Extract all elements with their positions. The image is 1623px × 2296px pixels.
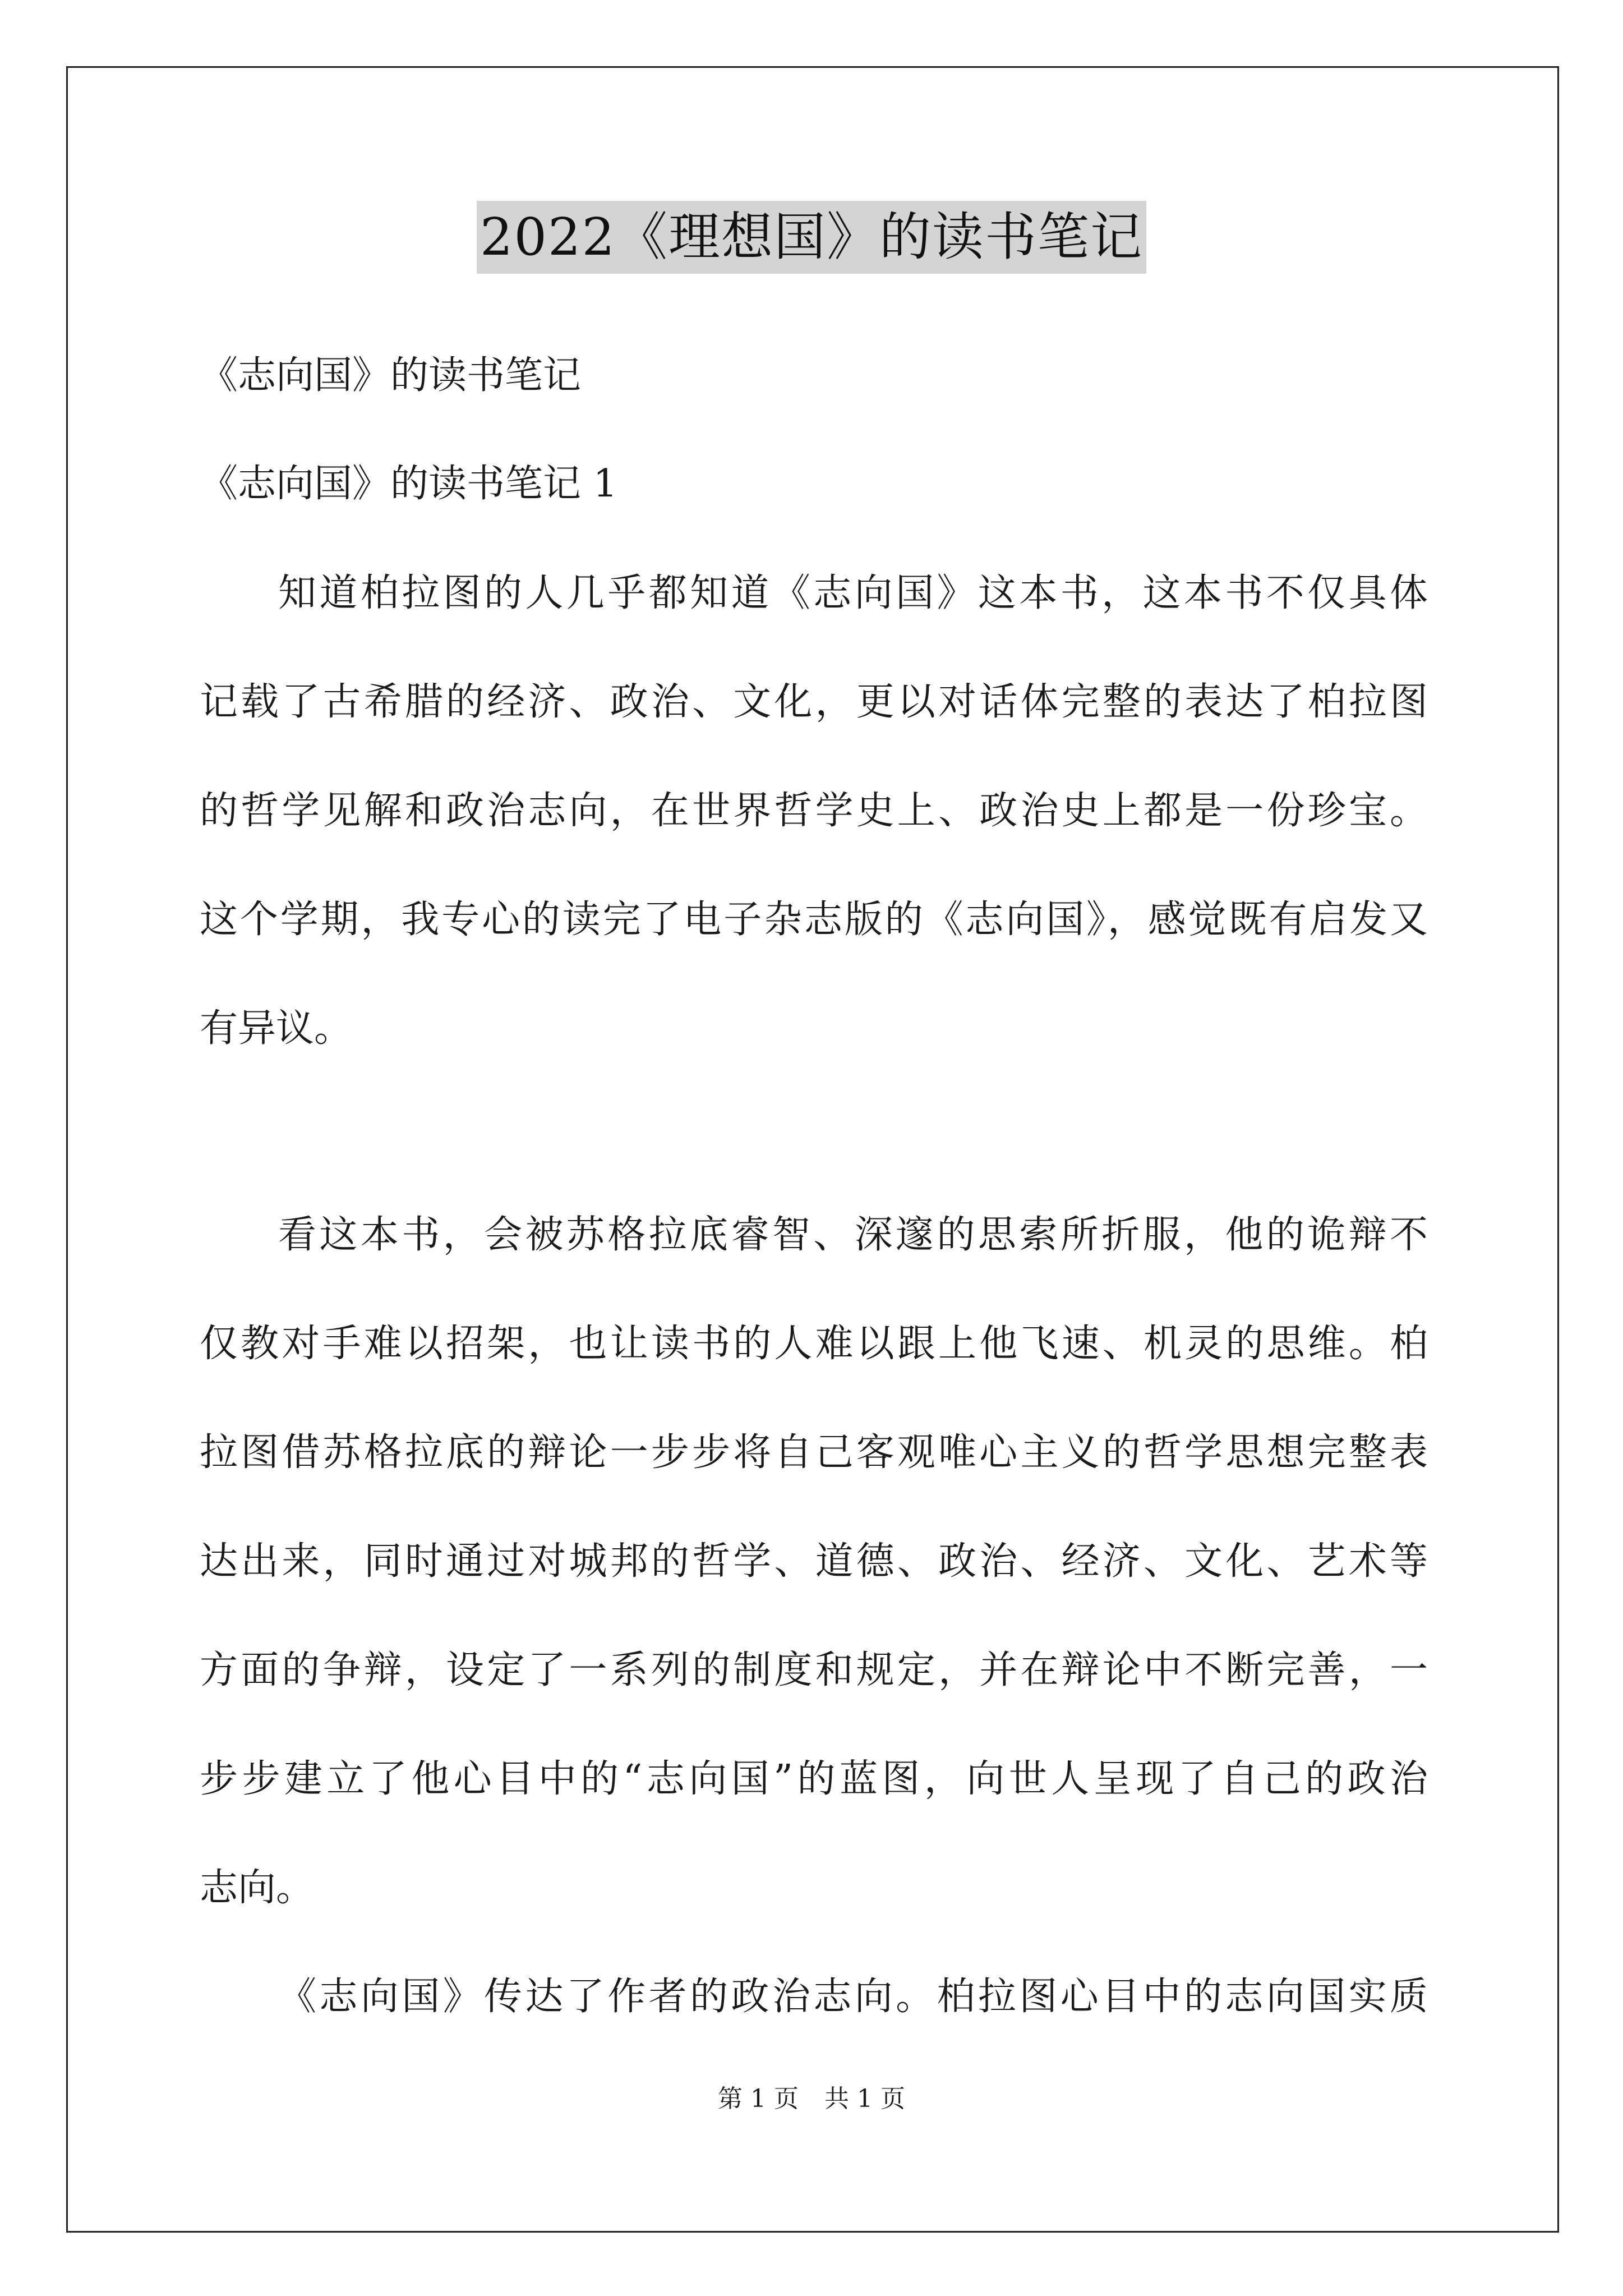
paragraph-2-line-2: 仅教对手难以招架，也让读书的人难以跟上他飞速、机灵的思维。柏 (200, 1322, 1428, 1366)
paragraph-2-line-7: 志向。 (200, 1866, 315, 1910)
paragraph-3-line-1: 《志向国》传达了作者的政治志向。柏拉图心目中的志向国实质 (278, 1975, 1428, 2019)
page-number-total: 共 1 页 (824, 2085, 905, 2113)
document-title: 2022《理想国》的读书笔记 (477, 201, 1146, 274)
paragraph-1-line-4: 这个学期，我专心的读完了电子杂志版的《志向国》，感觉既有启发又 (200, 898, 1428, 942)
title-container (0, 201, 1623, 274)
paragraph-2-line-3: 拉图借苏格拉底的辩论一步步将自己客观唯心主义的哲学思想完整表 (200, 1430, 1428, 1475)
paragraph-1-line-2: 记载了古希腊的经济、政治、文化，更以对话体完整的表达了柏拉图 (200, 680, 1428, 724)
heading-1: 《志向国》的读书笔记 (200, 353, 582, 398)
paragraph-1-line-3: 的哲学见解和政治志向，在世界哲学史上、政治史上都是一份珍宝。 (200, 789, 1428, 833)
paragraph-1-line-1: 知道柏拉图的人几乎都知道《志向国》这本书，这本书不仅具体 (278, 571, 1428, 615)
paragraph-2-line-1: 看这本书，会被苏格拉底睿智、深邃的思索所折服，他的诡辩不 (278, 1213, 1428, 1257)
paragraph-2-line-4: 达出来，同时通过对城邦的哲学、道德、政治、经济、文化、艺术等 (200, 1539, 1428, 1584)
heading-2: 《志向国》的读书笔记 1 (200, 462, 617, 506)
paragraph-2-line-5: 方面的争辩，设定了一系列的制度和规定，并在辩论中不断完善，一 (200, 1648, 1428, 1692)
paragraph-1-line-5: 有异议。 (200, 1006, 353, 1051)
page-number-current: 第 1 页 (718, 2085, 799, 2113)
page-footer (0, 2082, 1623, 2116)
paragraph-2-line-6: 步步建立了他心目中的“志向国”的蓝图，向世人呈现了自己的政治 (200, 1757, 1428, 1801)
